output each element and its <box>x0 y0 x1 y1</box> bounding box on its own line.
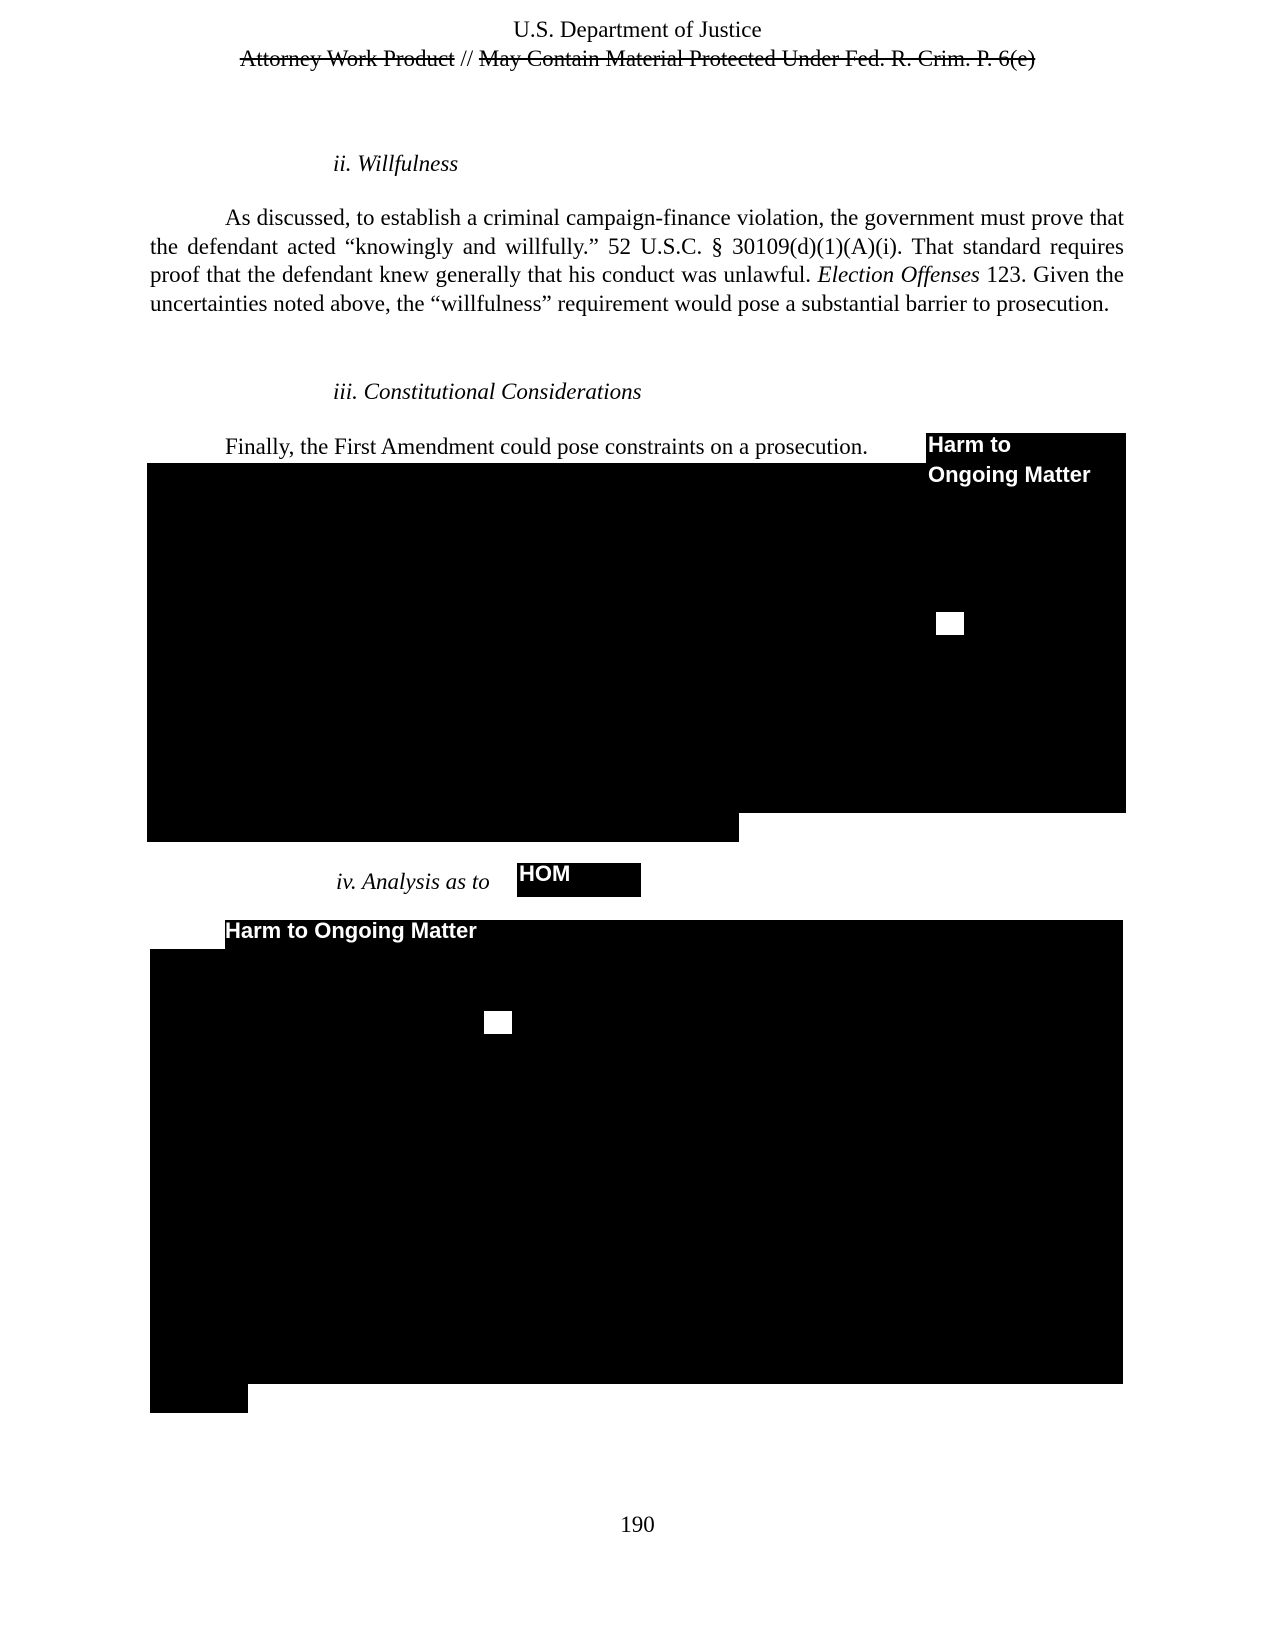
redaction-label: Harm to Ongoing Matter <box>225 918 477 943</box>
marking-work-product: Attorney Work Product <box>239 46 455 71</box>
header-agency: U.S. Department of Justice <box>513 17 762 42</box>
heading-constitutional: iii. Constitutional Considerations <box>333 379 642 404</box>
redaction-block <box>147 463 1126 813</box>
page-number: 190 <box>620 1512 655 1537</box>
paragraph-willfulness <box>150 204 1124 319</box>
redaction-gap <box>484 1011 512 1034</box>
redaction-block <box>147 812 739 842</box>
constitutional-lead-text: Finally, the First Amendment could pose constraints on a prosecution. <box>225 434 869 459</box>
redaction-label: Ongoing Matter <box>928 462 1091 487</box>
citation-election-offenses: Election Offenses <box>817 262 980 288</box>
redaction-block <box>150 1383 248 1413</box>
heading-analysis: iv. Analysis as to <box>336 869 490 894</box>
redaction-gap <box>936 612 964 635</box>
redaction-block <box>150 949 1123 1384</box>
redaction-label: Harm to <box>928 432 1012 457</box>
redaction-label: HOM <box>519 861 571 886</box>
marking-grand-jury: May Contain Material Protected Under Fed. R. Crim. P. 6(e) <box>478 46 1036 71</box>
willfulness-text-a: As discussed, to establish a criminal campaign-finance violation, the government must prove that the defendant acted “knowingly and willfully.” 52 U.S.C. § 30109(d)(1)(A)(i). That standard requires proof that the defendant knew generally that his conduct was unlawful. <box>150 205 1124 288</box>
willfulness-text-b: 123. Given the uncertainties noted above, the “willfulness” requirement would pose a substantial barrier to prosecution. <box>150 262 1124 317</box>
heading-willfulness: ii. Willfulness <box>333 151 459 176</box>
marking-separator: // <box>454 46 479 71</box>
header-marking <box>0 45 1275 73</box>
